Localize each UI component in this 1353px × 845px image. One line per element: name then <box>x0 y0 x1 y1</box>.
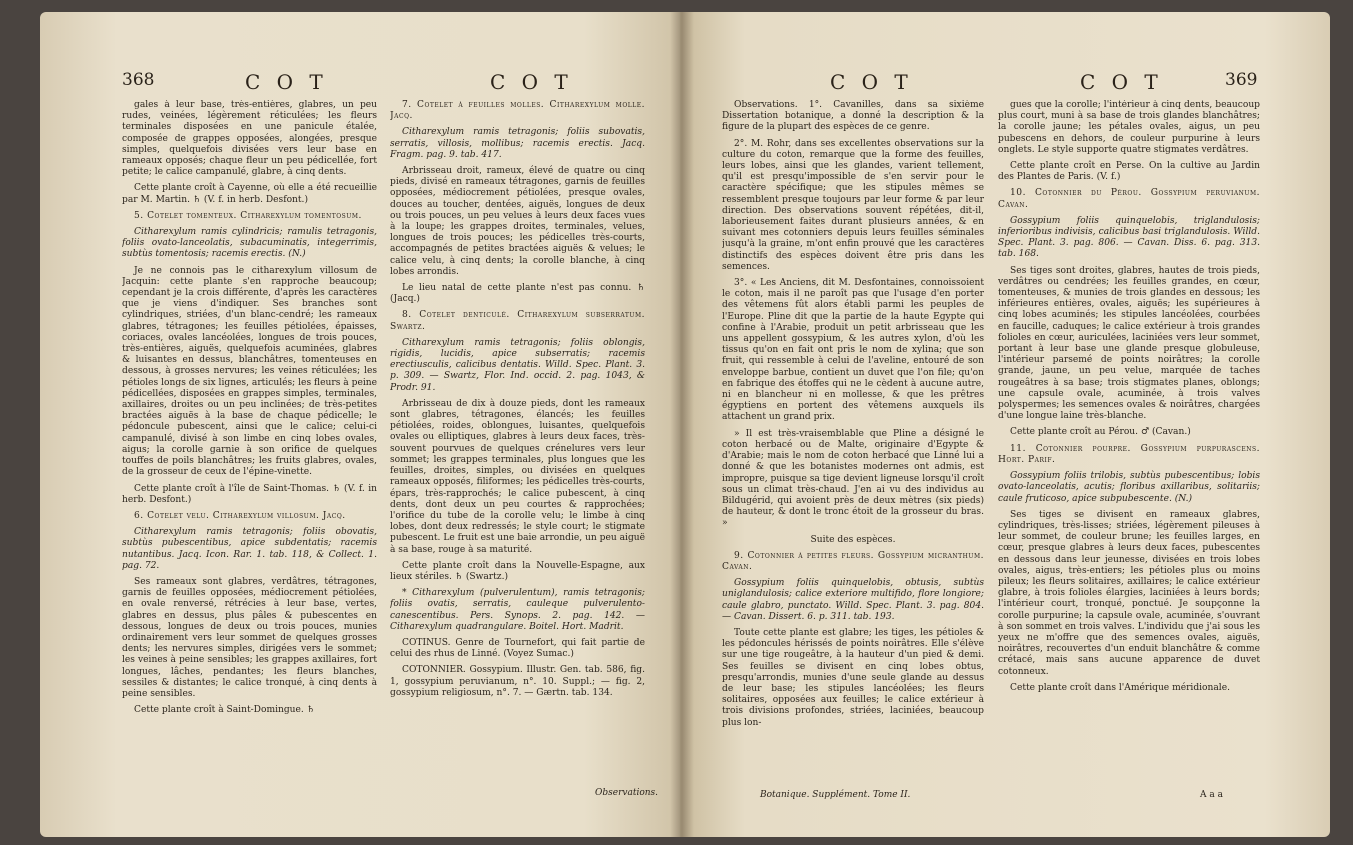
signature-mark: A a a <box>1200 790 1223 800</box>
text-paragraph: Ses tiges sont droites, glabres, hautes de trois pieds, verdâtres ou cendrées; les feuilles grandes, en cœur, tomenteuses, & munies de trois glandes en dessous; les inférieures entières, ovales, aiguës; les supérieures à cinq lobes acuminés; les stipules lancéolées, courbées en faucille, caduques; le calice extérieur à trois grandes folioles en cœur, auriculées, laciniées vers leur sommet, portant à leur base une glande presque globuleuse, l'intérieur parsemé de points noirâtres; la corolle grande, jaune, un peu velue, marquée de taches rougeâtres à sa base; trois stigmates planes, oblongs; une capsule ovale, acuminée, à trois valves polyspermes; les semences ovales & noirâtres, chargées d'une longue laine très-blanche. <box>998 265 1260 422</box>
text-paragraph: Cette plante croît à Cayenne, où elle a été recueillie par M. Martin. ♄ (V. f. in herb. Desfont.) <box>122 183 377 205</box>
text-paragraph: Arbrisseau de dix à douze pieds, dont les rameaux sont glabres, tétragones, élancés; les feuilles pétiolées, roides, oblongues, luisantes, quelquefois ovales ou elliptiques, glabres à leurs deux faces, très-souvent pourvues de quelques crénelures vers leur sommet; les grappes terminales, plus longues que les feuilles, droites, simples, ou divisées en quelques rameaux opposés, filiformes; les pédicelles très-courts, épars, très-rapprochés; le calice pubescent, à cinq dents, dont deux un peu courtes & rapprochées; l'orifice du tube de la corolle velu; le limbe à cinq lobes, dont deux redressés; le style court; le stigmate pubescent. Le fruit est une baie arrondie, un peu aiguë à sa base, rouge à sa maturité. <box>390 398 645 555</box>
entry-heading: 7. Cotelet à feuilles molles. Citharexylum molle. Jacq. <box>390 100 645 122</box>
left-column-2 <box>390 100 645 790</box>
text-paragraph: Ses rameaux sont glabres, verdâtres, tétragones, garnis de feuilles opposées, médiocrement pétiolées, en ovale renversé, rétrécies à leur base, vertes, glabres en dessus, plus pâles & pubescentes en dessous, longues de deux ou trois pouces, munies ordinairement vers leur sommet de quelques grosses dents; les nervures simples, dirigées vers le sommet; les veines à peine sensibles; les grappes axillaires, fort longues, lâches, pendantes; les fleurs blanches, sessiles & distantes; le calice tronqué, à cinq dents à peine sensibles. <box>122 576 377 699</box>
latin-diagnosis: Gossypium foliis quinquelobis, obtusis, subtùs uniglandulosis; calice exteriore multifido, flore longiore; caule glabro, punctato. Willd. Spec. Plant. 3. pag. 804. — Cavan. Dissert. 6. p. 311. tab. 193. <box>722 578 984 622</box>
text-paragraph: Arbrisseau droit, rameux, élevé de quatre ou cinq pieds, divisé en rameaux tétragones, garnis de feuilles opposées, médiocrement pétiolées, presque ovales, douces au toucher, dentées, aiguës, longues de deux ou trois pouces, un peu velues à leurs deux faces vues à la loupe; les grappes droites, terminales, velues, longues de trois pouces; les pédicelles très-courts, accompagnés de petites bractées aiguës & velues; le calice velu, à cinq dents; la corolle blanche, à cinq lobes arrondis. <box>390 166 645 277</box>
entry-heading: 8. Cotelet denticulé. Citharexylum subserratum. Swartz. <box>390 310 645 332</box>
text-paragraph: Cette plante croît à Saint-Domingue. ♄ <box>134 705 315 716</box>
page-number-right: 369 <box>1225 70 1258 90</box>
entry-heading: 6. Cotelet velu. Citharexylum villosum. Jacq. <box>134 510 346 521</box>
text-paragraph: Cette plante croît en Perse. On la cultive au Jardin des Plantes de Paris. (V. f.) <box>998 161 1260 183</box>
latin-diagnosis: Citharexylum ramis tetragonis; foliis obovatis, subtùs pubescentibus, apice subdentatis; racemis nutantibus. Jacq. Icon. Rar. 1. tab. 118, & Collect. 1. pag. 72. <box>122 527 377 571</box>
left-page <box>40 12 680 837</box>
latin-diagnosis: Gossypium foliis quinquelobis, triglandulosis; inferioribus indivisis, calicibus basi triglandulosis. Willd. Spec. Plant. 3. pag. 806. — Cavan. Diss. 6. pag. 313. tab. 168. <box>998 215 1260 260</box>
entry-heading: 5. Cotelet tomenteux. Citharexylum tomentosum. <box>134 210 362 221</box>
page-footer: Botanique. Supplément. Tome II. <box>760 790 911 800</box>
catchword: Observations. <box>595 788 659 798</box>
text-paragraph: Cette plante croît au Pérou. ♂ (Cavan.) <box>1010 427 1191 438</box>
running-head-right-2: C O T <box>1080 70 1163 94</box>
entry-heading: 11. Cotonnier pourpre. Gossypium purpurascens. Hort. Parif. <box>998 443 1260 465</box>
right-column-2 <box>998 100 1260 790</box>
text-paragraph: 3°. « Les Anciens, dit M. Desfontaines, connoissoient le coton, mais il ne paroît pas que l'usage d'en porter des vêtemens fût alors établi parmi les peuples de l'Europe. Pline dit que la partie de la haute Egypte qui confine à l'Arabie, produit un petit arbrisseau que les uns appellent gossypium, & les autres xylon, d'où les tissus qu'on en fait ont pris le nom de xylina; que son fruit, qui ressemble à celui de l'aveline, entouré de son enveloppe barbue, contient un duvet que l'on file; qu'on en fabrique des étoffes qui ne le cèdent à aucune autre, ni en blancheur ni en mollesse, & que les prêtres égyptiens en portent des vêtemens auxquels ils attachent un grand prix. <box>722 278 984 423</box>
text-paragraph: Je ne connois pas le citharexylum villosum de Jacquin: cette plante s'en rapproche beaucoup; cependant je la crois différente, d'après les caractères que je viens d'indiquer. Ses branches sont cylindriques, striées, d'un blanc-cendré; les rameaux glabres, tétragones; les feuilles pétiolées, épaisses, coriaces, ovales lancéolées, longues de trois pouces, très-entières, aiguës, quelquefois acuminées, glabres & luisantes en dessus, blanchâtres, tomenteuses en dessous, à grosses nervures; les veines réticulées; les pétioles longs de six lignes, articulés; les fleurs à peine pédicellées, disposées en grappes simples, terminales, axillaires, droites ou un peu inclinées; de très-petites bractées aiguës à la base de chaque pédicelle; le pédoncule pubescent, ainsi que le calice; celui-ci campanulé, divisé à son limbe en cinq lobes ovales, aigus; la corolle garnie à son orifice de quelques touffes de poils blanchâtres; les fruits glabres, ovales, de la grosseur de ceux de l'épine-vinette. <box>122 265 377 478</box>
running-head-right-1: C O T <box>830 70 913 94</box>
text-paragraph: Toute cette plante est glabre; les tiges, les pétioles & les pédoncules hérissés de points noirâtres. Elle s'élève sur une tige rougeâtre, à la hauteur d'un pied & demi. Ses feuilles se divisent en cinq lobes obtus, presqu'arrondis, munies d'une seule glande au dessus de leur base; les stipules lancéolées; les fleurs solitaires, opposées aux feuilles; le calice extérieur à trois divisions profondes, striées, laciniées, beaucoup plus lon- <box>722 627 984 728</box>
entry-heading: 10. Cotonnier du Pérou. Gossypium peruvianum. Cavan. <box>998 188 1260 210</box>
text-paragraph: 2°. M. Rohr, dans ses excellentes observations sur la culture du coton, remarque que la forme des feuilles, leurs lobes, ainsi que les glandes, varient tellement, qu'il est presqu'impossible de s'en servir pour le caractère spécifique; que les stipules mêmes se ressemblent presque toujours par leur forme & par leur direction. Des observations souvent répétées, dit-il, laborieusement faites durant plusieurs années, & en suivant mes cotonniers depuis leurs feuilles séminales jusqu'à la graine, m'ont enfin prouvé que les caractères distinctifs des espèces doivent être pris dans les semences. <box>722 138 984 272</box>
entry-heading: 9. Cotonnier à petites fleurs. Gossypium micranthum. Cavan. <box>722 550 984 572</box>
section-heading: Suite des espèces. <box>810 534 896 545</box>
text-paragraph: Cette plante croît dans l'Amérique méridionale. <box>1010 682 1230 693</box>
text-paragraph: gues que la corolle; l'intérieur à cinq dents, beaucoup plus court, muni à sa base de trois glandes blanchâtres; la corolle jaune; les pétales ovales, aigus, un peu pubescens en dehors, de couleur purpurine à leurs onglets. Le style supporte quatre stigmates verdâtres. <box>998 100 1260 155</box>
text-paragraph: Cette plante croît dans la Nouvelle-Espagne, aux lieux stériles. ♄ (Swartz.) <box>390 560 645 582</box>
latin-diagnosis: Citharexylum ramis tetragonis; foliis oblongis, rigidis, lucidis, apice subserratis; racemis erectiusculis, calicibus dentatis. Willd. Spec. Plant. 3. p. 309. — Swartz, Flor. Ind. occid. 2. pag. 1043, & Prodr. 91. <box>390 337 645 393</box>
text-paragraph: Ses tiges se divisent en rameaux glabres, cylindriques, très-lisses; striées, légèrement pileuses à leur sommet, de couleur brune; les feuilles larges, en cœur, presque glabres à leurs deux faces, pubescentes en dessous dans leur jeunesse, divisées en trois lobes ovales, aigus, très-entiers; les pétioles plus ou moins pileux; les fleurs solitaires, axillaires; le calice extérieur glabre, à trois folioles élargies, laciniées à leurs bords; l'intérieur court, tronqué, ponctué. Je soupçonne la corolle purpurine; la capsule ovale, acuminée, s'ouvrant à son sommet en trois valves. L'individu que j'ai sous les yeux ne m'offre que des semences ovales, aiguës, noirâtres, recouvertes d'un enduit blanchâtre & comme crétacé, mais sans aucune apparence de duvet cotonneux. <box>998 509 1260 677</box>
latin-diagnosis: Gossypium foliis trilobis, subtùs pubescentibus; lobis ovato-lanceolatis, acutis; floribus axillaribus, solitariis; caule fruticoso, apice subpubescente. (N.) <box>998 471 1260 504</box>
running-head-left-2: C O T <box>490 70 573 94</box>
text-paragraph: » Il est très-vraisemblable que Pline a désigné le coton herbacé ou de Malte, originaire d'Egypte & d'Arabie; mais le nom de coton herbacé que Linné lui a donné & que les botanistes modernes ont admis, est impropre, puisque sa tige devient ligneuse lorsqu'il croît sous un climat très-chaud. J'en ai vu des individus au Bildugérid, qui avoient près de deux mètres (six pieds) de hauteur, & dont le tronc étoit de la grosseur du bras. » <box>722 428 984 529</box>
running-head-left-1: C O T <box>245 70 328 94</box>
text-paragraph: Observations. 1°. Cavanilles, dans sa sixième Dissertation botanique, a donné la description & la figure de la plupart des espèces de ce genre. <box>722 100 984 133</box>
text-paragraph: Le lieu natal de cette plante n'est pas connu. ♄ (Jacq.) <box>390 283 645 305</box>
left-column-1 <box>122 100 377 800</box>
text-paragraph: COTONNIER. Gossypium. Illustr. Gen. tab. 586, fig. 1, gossypium peruvianum, n°. 10. Suppl.; — fig. 2, gossypium religiosum, n°. 7. — Gærtn. tab. 134. <box>390 665 645 698</box>
book-spread <box>40 12 1330 837</box>
latin-diagnosis: Citharexylum ramis cylindricis; ramulis tetragonis, foliis ovato-lanceolatis, subacuminatis, integerrimis, subtùs tomentosis; racemis erectis. (N.) <box>122 227 377 260</box>
text-paragraph: Cette plante croît à l'île de Saint-Thomas. ♄ (V. f. in herb. Desfont.) <box>122 483 377 505</box>
page-number-left: 368 <box>122 70 155 90</box>
text-paragraph: COTINUS. Genre de Tournefort, qui fait partie de celui des rhus de Linné. (Voyez Sumac.) <box>390 637 645 660</box>
right-page <box>680 12 1330 837</box>
latin-diagnosis: * Citharexylum (pulverulentum), ramis tetragonis; foliis ovatis, serratis, cauleque pulverulento-canescentibus. Pers. Synops. 2. pag. 142. — Citharexylum quadrangulare. Boitel. Hort. Madrit. <box>390 588 645 632</box>
text-paragraph: gales à leur base, très-entières, glabres, un peu rudes, veinées, légèrement réticulées; les fleurs terminales disposées en une panicule étalée, composée de grappes opposées, alongées, presque simples, quelquefois divisées vers leur base en rameaux opposés; chaque fleur un peu pédicellée, fort petite; le calice campanulé, glabre, à cinq dents. <box>122 100 377 178</box>
right-column-1 <box>722 100 984 790</box>
book-gutter <box>670 12 694 837</box>
latin-diagnosis: Citharexylum ramis tetragonis; foliis subovatis, serratis, villosis, mollibus; racemis erectis. Jacq. Fragm. pag. 9. tab. 417. <box>390 127 645 160</box>
